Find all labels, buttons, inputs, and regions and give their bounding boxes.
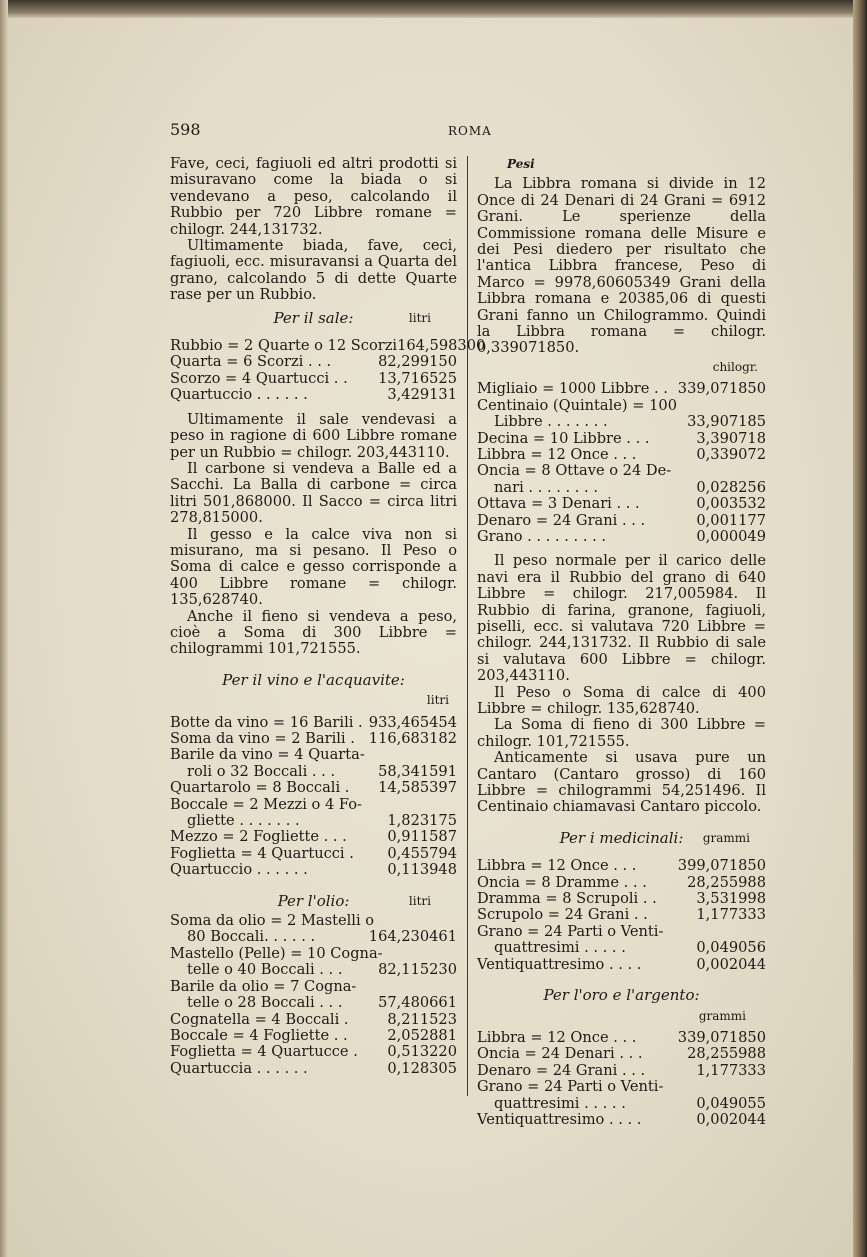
row-label: telle o 40 Boccali . . . <box>187 961 343 979</box>
section-heading-sale <box>170 310 457 326</box>
row-value: 28,255988 <box>687 873 766 891</box>
table-row <box>477 513 766 529</box>
table-sale <box>170 337 486 404</box>
row-label: Boccale = 4 Fogliette . . <box>170 1026 348 1044</box>
row-label: Quartarolo = 8 Boccali . <box>170 779 350 797</box>
row-label: Libbra = 12 Once . . . <box>477 445 637 463</box>
table-row <box>170 962 457 978</box>
table-row <box>477 1096 766 1112</box>
paragraph: La Soma di fieno di 300 Libbre = chilogr. 101,721555. <box>477 716 766 750</box>
table-pesi <box>477 381 766 545</box>
row-label: Scrupolo = 24 Grani . . <box>477 906 648 924</box>
row-value: 33,907185 <box>687 413 766 431</box>
row-label: nari . . . . . . . . <box>494 478 598 496</box>
table-row <box>170 913 457 929</box>
row-label: Quartuccia . . . . . . <box>170 1059 308 1077</box>
row-label: telle o 28 Boccali . . . <box>187 994 343 1012</box>
paragraph: Il carbone si vendeva a Balle ed a Sacchi. La Balla di carbone = circa litri 501,868000. Il Sacco = circa litri 278,815000. <box>170 459 457 527</box>
page-left-edge <box>0 0 8 1257</box>
section-heading-oro <box>477 987 766 1003</box>
table-row <box>477 891 766 907</box>
row-value: 3,531998 <box>696 890 766 908</box>
row-value: 57,480661 <box>378 994 457 1012</box>
table-row <box>170 1061 457 1077</box>
table-row <box>170 371 457 387</box>
table-row <box>477 398 766 414</box>
row-value: 3,390718 <box>696 429 766 447</box>
row-label: Grano . . . . . . . . . <box>477 527 607 545</box>
running-title: ROMA <box>448 124 492 138</box>
page-top-edge <box>0 0 867 18</box>
row-value: 0,002044 <box>696 1110 766 1128</box>
right-column <box>477 156 766 1128</box>
section-title: Per il vino e l'acquavite: <box>222 670 405 689</box>
unit-label: litri <box>408 893 431 908</box>
table-row <box>170 829 457 845</box>
table-row <box>477 480 766 496</box>
row-label: Quarta = 6 Scorzi . . . <box>170 353 332 371</box>
table-row <box>170 946 457 962</box>
row-value: 13,716525 <box>378 369 457 387</box>
table-row <box>170 797 457 813</box>
row-label: Denaro = 24 Grani . . . <box>477 1061 646 1079</box>
table-row <box>477 431 766 447</box>
table-row <box>477 381 766 397</box>
table-row <box>170 1012 457 1028</box>
row-value: 116,683182 <box>368 730 457 747</box>
table-row <box>477 447 766 463</box>
row-value: 1,823175 <box>387 812 457 830</box>
row-label: Foglietta = 4 Quartucce . <box>170 1043 358 1061</box>
row-label: Quartuccio . . . . . . <box>170 386 308 404</box>
table-row <box>170 387 457 403</box>
table-oro <box>477 1030 766 1128</box>
unit-label: grammi <box>698 1008 746 1023</box>
row-label: Libbra = 12 Once . . . <box>477 857 637 875</box>
table-row <box>477 1063 766 1079</box>
row-value: 0,028256 <box>696 478 766 496</box>
unit-label: litri <box>408 310 431 325</box>
row-value: 0,003532 <box>696 495 766 513</box>
left-column <box>170 155 486 1077</box>
row-label: Barile da olio = 7 Cogna- <box>170 977 357 995</box>
row-value: 0,002044 <box>696 955 766 973</box>
row-value: 3,429131 <box>387 386 457 404</box>
table-medicinali <box>477 858 766 973</box>
table-row <box>477 940 766 956</box>
row-label: Oncia = 24 Denari . . . <box>477 1045 643 1063</box>
row-value: 0,049056 <box>696 939 766 957</box>
row-label: 80 Boccali. . . . . . <box>187 928 316 946</box>
row-label: Dramma = 8 Scrupoli . . <box>477 890 657 908</box>
row-label: Denaro = 24 Grani . . . <box>477 511 646 529</box>
column-divider <box>467 156 468 1096</box>
row-value: 0,001177 <box>696 511 766 529</box>
row-value: 1,177333 <box>696 906 766 924</box>
book-spine-shadow <box>853 0 867 1257</box>
row-label: roli o 32 Boccali . . . <box>187 762 336 780</box>
table-row <box>170 731 457 747</box>
table-row <box>170 747 457 763</box>
row-label: Ventiquattresimo . . . . <box>477 1110 642 1128</box>
row-label: Cognatella = 4 Boccali . <box>170 1010 349 1028</box>
row-label: Grano = 24 Parti o Venti- <box>477 1078 664 1096</box>
section-title: Per i medicinali: <box>559 828 684 847</box>
paragraph: Fave, ceci, fagiuoli ed altri prodotti si misuravano come la biada o si vendevano a peso, calcolando il Rubbio per 720 Libbre romane = chilogr. 244,131732. <box>170 155 457 238</box>
row-label: Libbra = 12 Once . . . <box>477 1028 637 1046</box>
row-value: 164,230461 <box>368 928 457 946</box>
table-row <box>477 1079 766 1095</box>
paragraph: Ultimamente biada, fave, ceci, fagiuoli, ecc. misuravansi a Quarta del grano, calcolando 5 di dette Quarte rase per un Rubbio. <box>170 237 457 304</box>
row-label: Ventiquattresimo . . . . <box>477 955 642 973</box>
table-row <box>477 1046 766 1062</box>
table-row <box>170 764 457 780</box>
row-value: 82,299150 <box>378 353 457 371</box>
row-value: 164,598300 <box>397 337 486 355</box>
table-row <box>170 813 457 829</box>
row-value: 14,585397 <box>378 779 457 797</box>
paragraph: Il gesso e la calce viva non si misurano, ma si pesano. Il Peso o Soma di calce e gesso corrisponde a 400 Libbre romane = chilogr. 135,628740. <box>170 525 457 609</box>
row-value: 0,455794 <box>387 844 457 862</box>
row-label: Decina = 10 Libbre . . . <box>477 429 650 447</box>
row-value: 58,341591 <box>378 762 457 780</box>
row-label: Oncia = 8 Ottave o 24 De- <box>477 462 672 480</box>
unit-label: grammi <box>702 830 750 845</box>
table-row <box>477 924 766 940</box>
paragraph: La Libbra romana si divide in 12 Once di 24 Denari di 24 Grani = 6912 Grani. Le sperienze della Commissione romana delle Misure e dei Pesi diedero per risultato che l'antica Libbra francese, Peso di Marco = 9978,60605349 Grani della Libbra romana e 20385,06 di questi Grani fanno un Chilogrammo. Quindi la Libbra romana = chilogr. 0,339071850. <box>477 175 766 357</box>
row-value: 82,115230 <box>378 961 457 979</box>
row-value: 0,911587 <box>387 828 457 846</box>
table-row <box>477 907 766 923</box>
row-value: 933,465454 <box>368 713 457 731</box>
row-label: Centinaio (Quintale) = 100 <box>477 396 677 414</box>
table-row <box>170 337 486 355</box>
table-row <box>170 780 457 796</box>
row-label: Scorzo = 4 Quartucci . . <box>170 369 348 387</box>
table-vino <box>170 715 457 879</box>
section-title-pesi: Pesi <box>507 157 535 171</box>
paragraph: Ultimamente il sale vendevasi a peso in ragione di 600 Libbre romane per un Rubbio = chilogr. 203,443110. <box>170 410 457 461</box>
paragraph: Anticamente si usava pure un Cantaro (Cantaro grosso) di 160 Libbre = chilogrammi 54,251496. Il Centinaio chiamavasi Cantaro piccolo. <box>477 749 766 816</box>
row-label: Migliaio = 1000 Libbre . . <box>477 380 668 398</box>
section-title: Per il sale: <box>273 308 354 327</box>
row-value: 1,177333 <box>696 1061 766 1079</box>
row-label: Soma da olio = 2 Mastelli o <box>170 912 375 930</box>
row-label: Grano = 24 Parti o Venti- <box>477 922 664 940</box>
table-row <box>477 496 766 512</box>
row-value: 8,211523 <box>387 1010 457 1028</box>
table-row <box>170 1028 457 1044</box>
table-row <box>170 979 457 995</box>
row-value: 0,113948 <box>387 861 457 879</box>
row-label: Ottava = 3 Denari . . . <box>477 495 640 513</box>
section-heading-vino <box>170 672 457 688</box>
row-label: quattresimi . . . . . <box>494 939 626 957</box>
table-row <box>477 875 766 891</box>
row-value: 0,128305 <box>387 1059 457 1077</box>
row-value: 339,071850 <box>677 1028 766 1046</box>
row-label: Barile da vino = 4 Quarta- <box>170 746 365 764</box>
table-row <box>170 846 457 862</box>
row-label: Boccale = 2 Mezzi o 4 Fo- <box>170 795 362 813</box>
table-row <box>477 529 766 545</box>
row-label: gliette . . . . . . . <box>187 812 300 830</box>
row-label: Quartuccio . . . . . . <box>170 861 308 879</box>
section-heading-medicinali <box>477 830 766 846</box>
paragraph: Il peso normale per il carico delle navi era il Rubbio del grano di 640 Libbre = chilogr. 217,005984. Il Rubbio di farina, granone, fagiuoli, piselli, ecc. si valutava 720 Libbre = chilogr. 244,131732. Il Rubbio di sale si valutava 600 Libbre = chilogr. 203,443110. <box>477 552 766 685</box>
table-row <box>170 929 457 945</box>
table-row <box>477 1112 766 1128</box>
unit-label: chilogr. <box>712 359 758 374</box>
table-row <box>477 463 766 479</box>
row-label: Mastello (Pelle) = 10 Cogna- <box>170 944 383 962</box>
row-label: Mezzo = 2 Fogliette . . . <box>170 828 347 846</box>
paragraph: Il Peso o Soma di calce di 400 Libbre = chilogr. 135,628740. <box>477 683 766 717</box>
table-row <box>170 354 457 370</box>
row-label: Foglietta = 4 Quartucci . <box>170 844 354 862</box>
row-value: 2,052881 <box>387 1026 457 1044</box>
row-value: 28,255988 <box>687 1045 766 1063</box>
row-label: Libbre . . . . . . . <box>494 413 608 431</box>
row-value: 339,071850 <box>677 380 766 398</box>
table-row <box>170 1044 457 1060</box>
table-row <box>477 414 766 430</box>
section-heading-olio <box>170 893 457 909</box>
paragraph: Anche il fieno si vendeva a peso, cioè a Soma di 300 Libbre = chilogrammi 101,721555. <box>170 607 457 658</box>
table-row <box>477 858 766 874</box>
table-row <box>477 957 766 973</box>
row-label: quattresimi . . . . . <box>494 1094 626 1112</box>
table-row <box>170 995 457 1011</box>
page-number: 598 <box>170 120 201 139</box>
table-row <box>170 715 457 731</box>
table-row <box>477 1030 766 1046</box>
row-label: Oncia = 8 Dramme . . . <box>477 873 647 891</box>
section-title: Per l'oro e l'argento: <box>543 986 700 1005</box>
table-olio <box>170 913 457 1077</box>
row-value: 0,049055 <box>696 1094 766 1112</box>
row-value: 0,513220 <box>387 1043 457 1061</box>
row-label: Rubbio = 2 Quarte o 12 Scorzi <box>170 337 398 355</box>
section-title: Per l'olio: <box>277 891 350 910</box>
table-row <box>170 862 457 878</box>
unit-label: litri <box>426 693 449 708</box>
row-value: 0,339072 <box>696 445 766 463</box>
row-value: 0,000049 <box>696 527 766 545</box>
row-value: 399,071850 <box>677 857 766 875</box>
row-label: Botte da vino = 16 Barili . <box>170 713 363 731</box>
row-label: Soma da vino = 2 Barili . <box>170 730 355 747</box>
